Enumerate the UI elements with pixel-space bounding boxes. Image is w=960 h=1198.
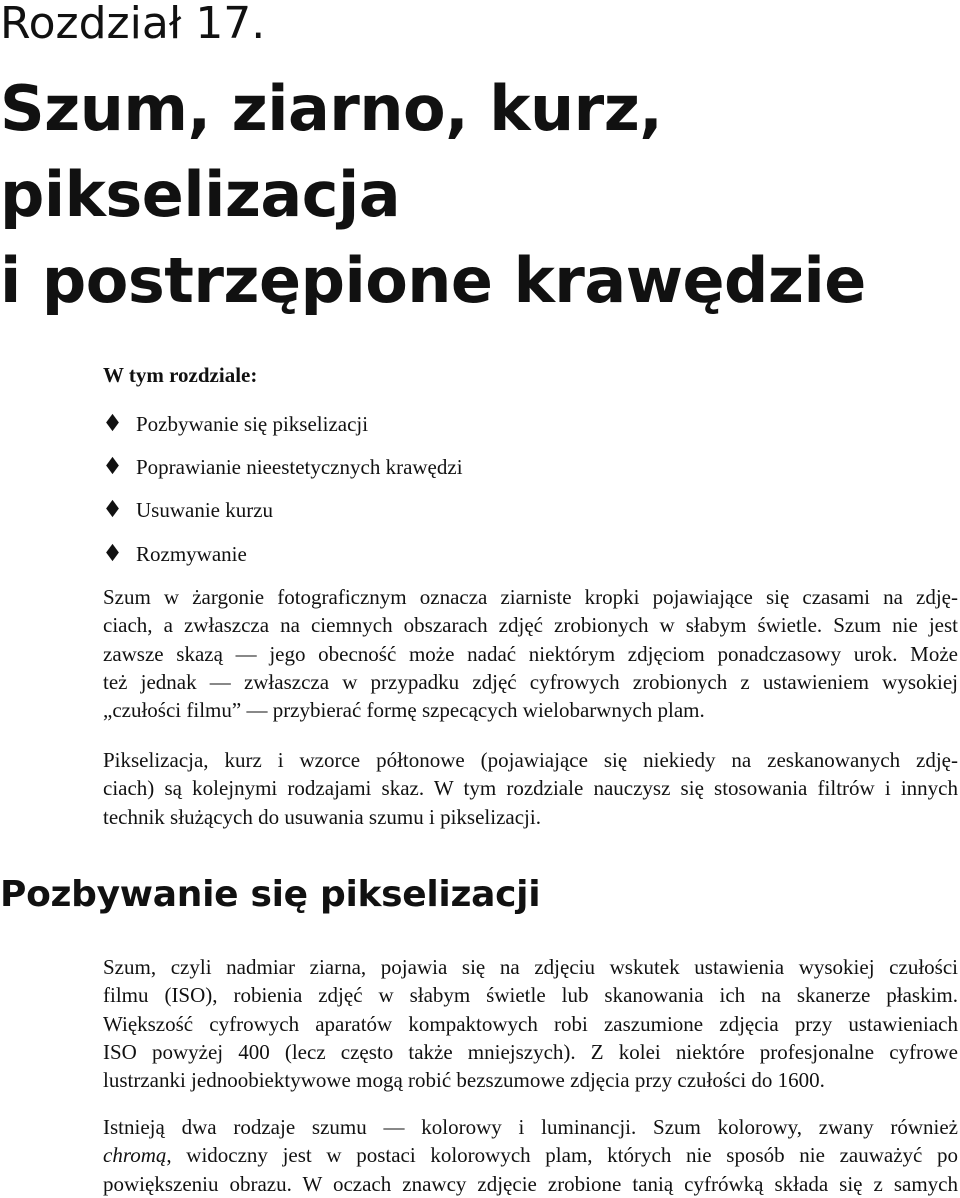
emphasized-term: chromą <box>103 1143 167 1168</box>
paragraph-line: lustrzanki jednoobiektywowe mogą robić bezszumowe zdjęcia przy czułości do 1600. <box>103 1068 825 1093</box>
list-item <box>103 489 463 532</box>
section-paragraph-2 <box>103 1113 958 1198</box>
chapter-title-line: i postrzępione krawędzie <box>0 244 866 317</box>
list-item <box>103 445 463 488</box>
chapter-number: Rozdział 17. <box>0 0 266 49</box>
toc-item-label: Pozbywanie się pikselizacji <box>136 411 369 436</box>
toc-item-label: Rozmywanie <box>136 541 247 566</box>
diamond-bullet-icon <box>107 457 118 477</box>
paragraph-line <box>103 1141 958 1169</box>
paragraph-line: Istnieją dwa rodzaje szumu — kolorowy i luminancji. Szum kolorowy, zwany również <box>103 1115 958 1139</box>
chapter-title-line: pikselizacja <box>0 158 401 231</box>
paragraph-line: też jednak — zwłaszcza w przypadku zdjęć cyfrowych zrobionych z ustawieniem wysokiej <box>103 669 958 694</box>
diamond-bullet-icon <box>107 414 118 434</box>
toc-item-label: Usuwanie kurzu <box>136 498 274 523</box>
paragraph-line: ISO powyżej 400 (lecz często także mniejszych). Z kolei niektóre profesjonalne cyfrowe <box>103 1039 958 1064</box>
paragraph-line: Szum w żargonie fotograficznym oznacza ziarniste kropki pojawiające się czasami na zdję- <box>103 585 958 609</box>
intro-paragraph-2 <box>103 746 958 831</box>
diamond-bullet-icon <box>107 500 118 520</box>
chapter-title-line: Szum, ziarno, kurz, <box>0 72 663 145</box>
paragraph-line: Szum, czyli nadmiar ziarna, pojawia się na zdjęciu wskutek ustawienia wysokiej czułości <box>103 955 958 979</box>
paragraph-line: ciach, a zwłaszcza na ciemnych obszarach zdjęć zrobionych w słabym świetle. Szum nie jest <box>103 613 958 638</box>
paragraph-line: Pikselizacja, kurz i wzorce półtonowe (pojawiające się niekiedy na zeskanowanych zdję- <box>103 748 958 772</box>
toc-heading: W tym rozdziale: <box>103 363 258 387</box>
paragraph-line: Większość cyfrowych aparatów kompaktowych robi zaszumione zdjęcia przy ustawieniach <box>103 1011 958 1036</box>
section-paragraph-1 <box>103 953 958 1094</box>
paragraph-line: zawsze skazą — jego obecność może nadać niektórym zdjęciom ponadczasowy urok. Może <box>103 641 958 666</box>
paragraph-line: ciach) są kolejnymi rodzajami skaz. W tym rozdziale nauczysz się stosowania filtrów i innych <box>103 776 958 801</box>
paragraph-line: filmu (ISO), robienia zdjęć w słabym świetle lub skanowania ich na skanerze płaskim. <box>103 983 958 1008</box>
toc-item-label: Poprawianie nieestetycznych krawędzi <box>136 454 463 479</box>
chapter-title <box>0 66 960 324</box>
list-item <box>103 532 463 575</box>
diamond-bullet-icon <box>107 544 118 564</box>
paragraph-line: powiększeniu obrazu. W oczach znawcy zdjęcie zrobione tanią cyfrówką składa się z samych <box>103 1171 958 1196</box>
section-heading: Pozbywanie się pikselizacji <box>0 874 541 915</box>
paragraph-line: technik służących do usuwania szumu i pikselizacji. <box>103 804 541 829</box>
toc-list <box>103 402 463 575</box>
paragraph-line: „czułości filmu” — przybierać formę szpecących wielobarwnych plam. <box>103 698 705 723</box>
paragraph-text: , widoczny jest w postaci kolorowych plam, których nie sposób nie zauważyć po <box>166 1143 958 1168</box>
intro-paragraph-1 <box>103 583 958 724</box>
list-item <box>103 402 463 445</box>
